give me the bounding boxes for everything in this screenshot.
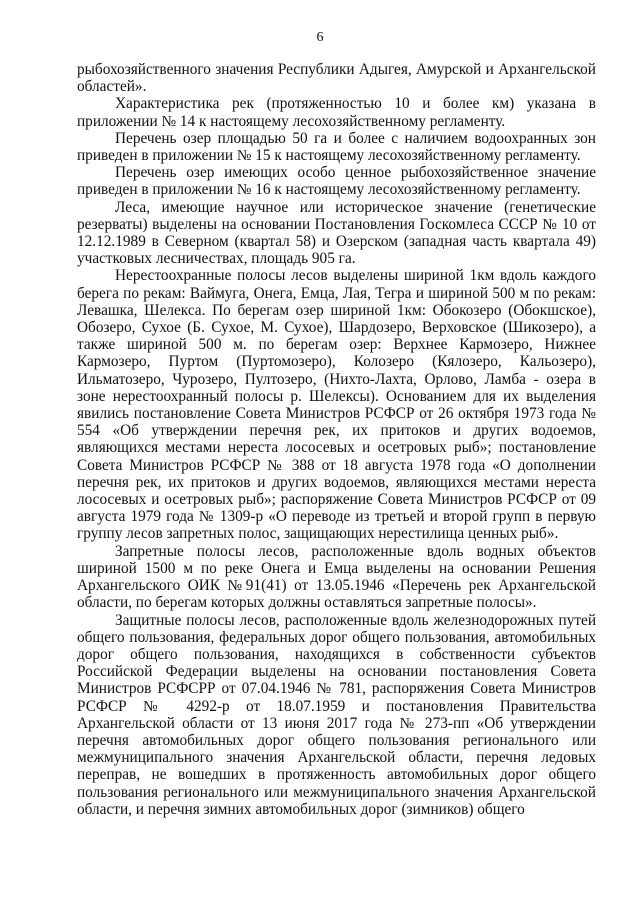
document-body — [77, 61, 596, 818]
page-number: 6 — [316, 30, 324, 45]
paragraph-lakes-water-protection: Перечень озер площадью 50 га и более с наличием водоохранных зон приведен в приложении № 15 к настоящему лесохозяйственному регламенту. — [77, 129, 596, 165]
paragraph-rivers: Характеристика рек (протяженностью 10 и более км) указана в приложении № 14 к настоящему лесохозяйственному регламенту. — [77, 95, 596, 130]
paragraph-genetic-reserves: Леса, имеющие научное или историческое значение (генетические резерваты) выделены на основании Постановления Госкомлеса СССР № 10 от 12.12.1989 в Северном (квартал 58) и Озерском (западная часть квартала 49) участковых лесничествах, площадь 905 га. — [77, 198, 596, 268]
paragraph-continuation: рыбохозяйственного значения Республики Адыгея, Амурской и Архангельской областей». — [77, 61, 596, 96]
paragraph-protective-strips: Защитные полосы лесов, расположенные вдоль железнодорожных путей общего пользования, федеральных дорог общего пользования, автомобильных дорог общего пользования, находящихся в собственности субъектов Российской Федерации выделены на основании постановления Совета Министров РСФСРР от 07.04.1946 № 781, распоряжения Совета Министров РСФСР № 4292-р от 18.07.1959 и постановления Правительства Архангельской области от 13 июня 2017 года № 273-пп «Об утверждении перечня автомобильных дорог общего пользования регионального или межмуниципального значения Архангельской области, перечня ледовых переправ, не вошедших в протяженность автомобильных дорог общего пользования регионального или межмуниципального значения Архангельской области, и перечня зимних автомобильных дорог (зимников) общего — [77, 611, 596, 818]
paragraph-lakes-fishery: Перечень озер имеющих особо ценное рыбохозяйственное значение приведен в приложении № 16 к настоящему лесохозяйственному регламенту. — [77, 164, 596, 199]
paragraph-spawning-protection: Нерестоохранные полосы лесов выделены шириной 1км вдоль каждого берега по рекам: Ваймуга, Онега, Емца, Лая, Тегра и шириной 500 м по рекам: Левашка, Шелекса. По берегам озер шириной 1км: Обокозеро (Обокшское), Обозеро, Сухое (Б. Сухое, М. Сухое), Шардозеро, Верховское (Шикозеро), а также шириной 500 м. по берегам озер: Верхнее Кармозеро, Нижнее Кармозеро, Пуртом (Пуртомозеро), Колозеро (Кялозеро, Кальозеро), Ильматозеро, Чурозеро, Пултозеро, (Нихто-Лахта, Орлово, Ламба - озера в зоне нерестоохранный полосы р. Шелексы). Основанием для их выделения явились постановление Совета Министров РСФСР от 26 октября 1973 года № 554 «Об утверждении перечня рек, их притоков и других водоемов, являющихся местами нереста лососевых и осетровых рыб»; постановление Совета Министров РСФСР № 388 от 18 августа 1978 года «О дополнении перечня рек, их притоков и других водоемов, являющихся местами нереста лососевых и осетровых рыб»; распоряжение Совета Министров РСФСР от 09 августа 1979 года № 1309-р «О переводе из третьей и второй групп в первую группу лесов запретных полос, защищающих нерестилища ценных рыб». — [77, 267, 596, 543]
paragraph-restricted-strips: Запретные полосы лесов, расположенные вдоль водных объектов шириной 1500 м по реке Онега и Емца выделены на основании Решения Архангельского ОИК №91(41) от 13.05.1946 «Перечень рек Архангельской области, по берегам которых должны оставляться запретные полосы». — [77, 542, 596, 612]
